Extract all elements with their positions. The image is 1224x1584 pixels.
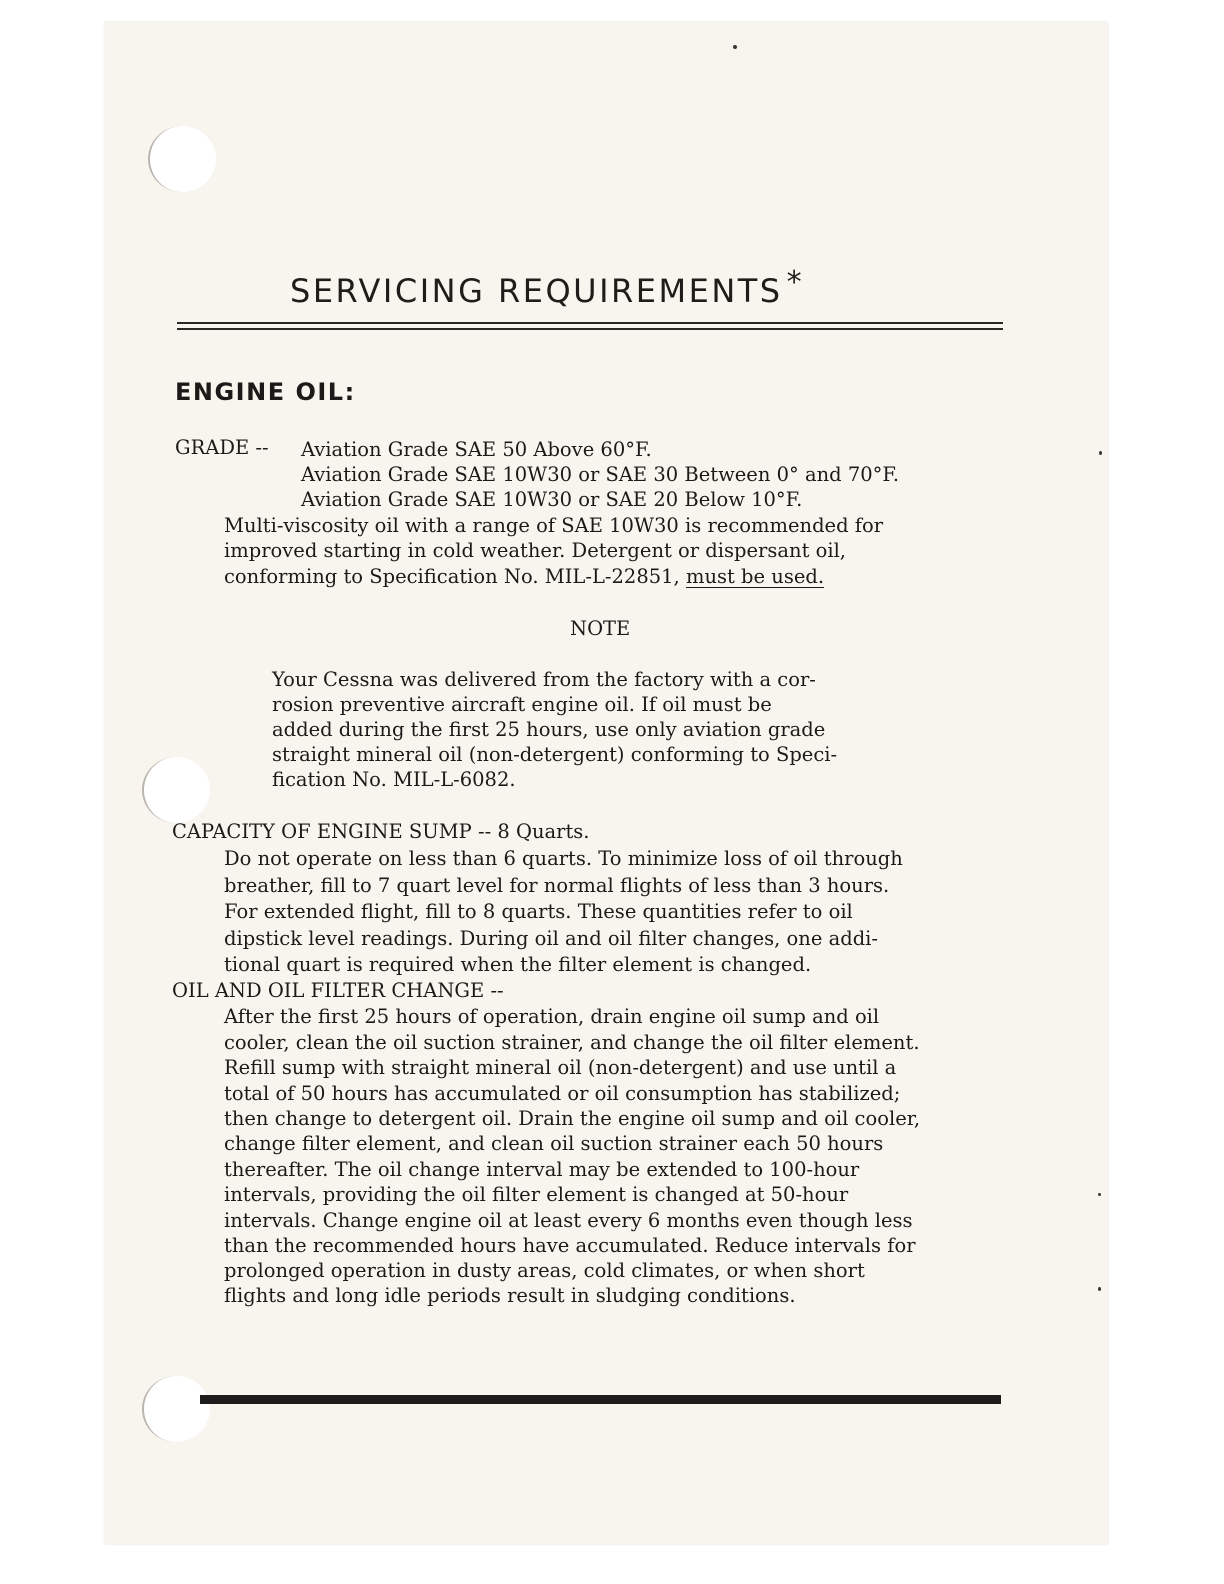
oil-change-line: change filter element, and clean oil suction strainer each 50 hours (224, 1132, 884, 1155)
oil-change-line: prolonged operation in dusty areas, cold climates, or when short (224, 1259, 865, 1282)
note-line: fication No. MIL-L-6082. (272, 768, 516, 791)
binder-hole-top (148, 126, 216, 192)
section-heading-engine-oil: ENGINE OIL: (175, 378, 356, 406)
paper-speck (1098, 1287, 1101, 1291)
oil-change-line: intervals. Change engine oil at least every 6 months even though less (224, 1209, 913, 1232)
capacity-line: For extended flight, fill to 8 quarts. These quantities refer to oil (224, 900, 853, 923)
oil-change-line: Refill sump with straight mineral oil (non-detergent) and use until a (224, 1056, 897, 1079)
capacity-line: Do not operate on less than 6 quarts. To minimize loss of oil through (224, 847, 903, 870)
grade-label: GRADE -- (175, 436, 269, 459)
page-title (290, 265, 805, 310)
title-asterisk: * (786, 265, 805, 300)
note-line: added during the first 25 hours, use only aviation grade (272, 718, 826, 741)
binder-hole-bottom (142, 1376, 210, 1442)
footer-heavy-rule (200, 1395, 1001, 1404)
grade-body-text: conforming to Specification No. MIL-L-22851, (224, 565, 680, 588)
title-double-rule (177, 322, 1003, 330)
grade-line: Aviation Grade SAE 50 Above 60°F. (301, 438, 652, 461)
oil-change-line: total of 50 hours has accumulated or oil consumption has stabilized; (224, 1082, 901, 1105)
note-line: Your Cessna was delivered from the factory with a cor- (272, 668, 816, 691)
oil-change-line: then change to detergent oil. Drain the engine oil sump and oil cooler, (224, 1107, 921, 1130)
oil-change-line: flights and long idle periods result in sludging conditions. (224, 1284, 796, 1307)
grade-line: Aviation Grade SAE 10W30 or SAE 20 Below 10°F. (301, 488, 803, 511)
grade-body-line: Multi-viscosity oil with a range of SAE 10W30 is recommended for (224, 514, 884, 537)
oil-change-line: intervals, providing the oil filter element is changed at 50-hour (224, 1183, 849, 1206)
capacity-line: dipstick level readings. During oil and oil filter changes, one addi- (224, 927, 879, 950)
capacity-line: breather, fill to 7 quart level for normal flights of less than 3 hours. (224, 874, 890, 897)
must-be-used-emphasis: must be used. (685, 565, 825, 588)
paper-speck (1098, 1193, 1101, 1196)
oil-change-line: than the recommended hours have accumulated. Reduce intervals for (224, 1234, 916, 1257)
oil-change-line: thereafter. The oil change interval may be extended to 100-hour (224, 1158, 860, 1181)
note-line: straight mineral oil (non-detergent) conforming to Speci- (272, 743, 838, 766)
oil-change-label: OIL AND OIL FILTER CHANGE -- (172, 979, 504, 1002)
capacity-label: CAPACITY OF ENGINE SUMP -- 8 Quarts. (172, 820, 590, 843)
paper-speck (733, 45, 737, 49)
grade-line: Aviation Grade SAE 10W30 or SAE 30 Between 0° and 70°F. (301, 463, 900, 486)
note-line: rosion preventive aircraft engine oil. If oil must be (272, 693, 772, 716)
grade-body-line: improved starting in cold weather. Detergent or dispersant oil, (224, 539, 847, 562)
paper-speck (1099, 451, 1102, 455)
page-title-text: SERVICING REQUIREMENTS (290, 272, 783, 310)
oil-change-line: cooler, clean the oil suction strainer, and change the oil filter element. (224, 1031, 920, 1054)
capacity-line: tional quart is required when the filter element is changed. (224, 953, 812, 976)
document-page (105, 22, 1108, 1544)
grade-body-line (224, 565, 824, 589)
note-label: NOTE (570, 617, 631, 640)
oil-change-line: After the first 25 hours of operation, drain engine oil sump and oil (224, 1005, 880, 1028)
binder-hole-middle (142, 757, 210, 823)
